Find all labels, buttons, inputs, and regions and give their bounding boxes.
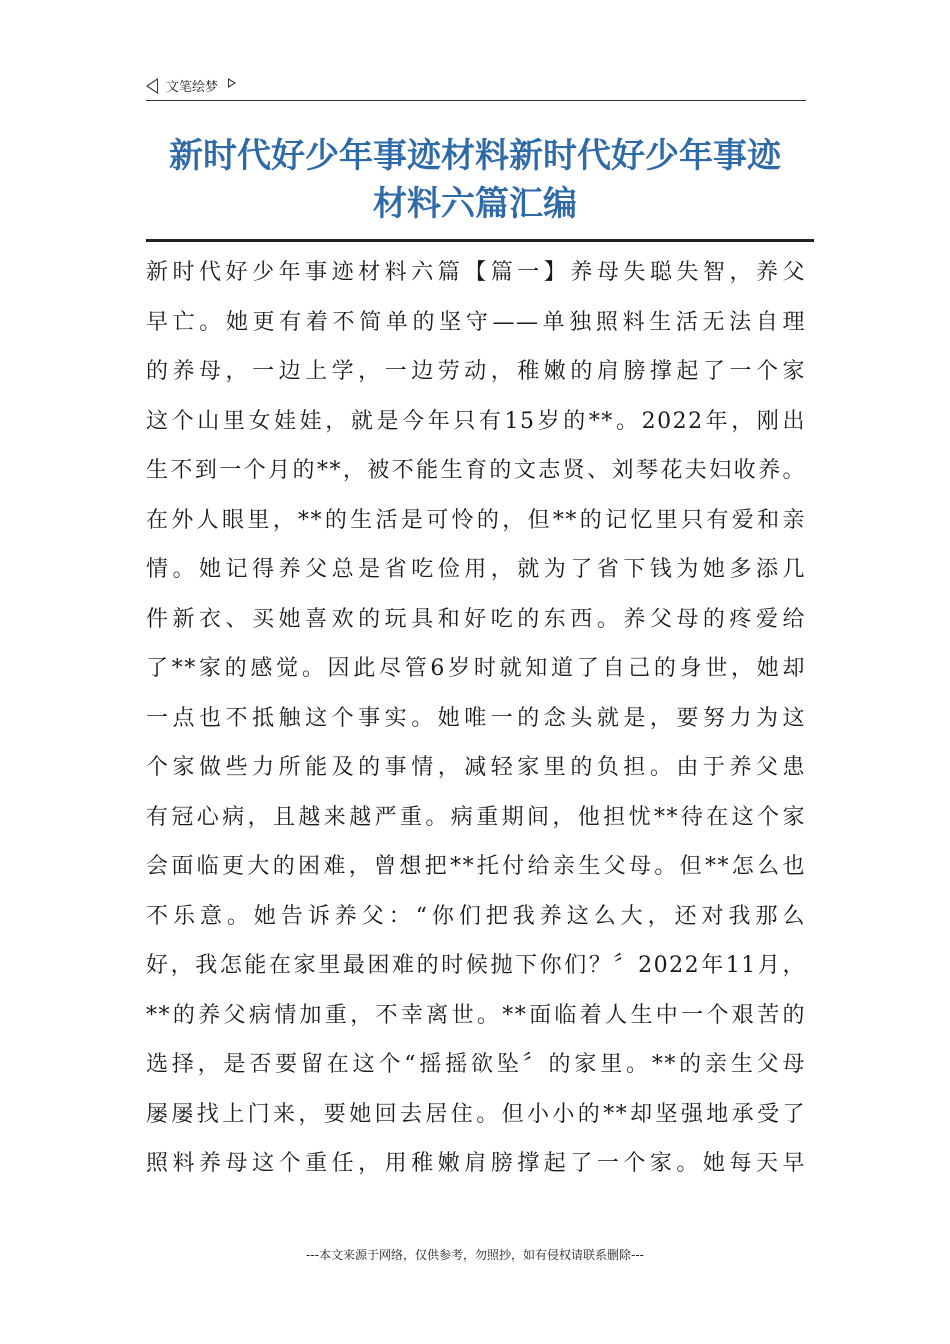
title-divider bbox=[146, 239, 814, 242]
body-line: 照料养母这个重任，用稚嫩肩膀撑起了一个家。她每天早 bbox=[146, 1151, 806, 1176]
title-line: 新时代好少年事迹材料新时代好少年事迹 bbox=[169, 136, 781, 176]
body-line: 好，我怎能在家里最困难的时候抛下你们？〞2022年11月， bbox=[146, 953, 806, 978]
footer-notice: ---本文来源于网络，仅供参考，勿照抄，如有侵权请联系删除--- bbox=[306, 1248, 644, 1262]
body-line: 选择，是否要留在这个“摇摇欲坠〞的家里。**的亲生父母 bbox=[146, 1052, 806, 1077]
body-line: 有冠心病，且越来越严重。病重期间，他担忧**待在这个家 bbox=[146, 804, 806, 830]
body-line: 屡屡找上门来，要她回去居住。但小小的**却坚强地承受了 bbox=[146, 1101, 806, 1127]
body-line: 新时代好少年事迹材料六篇【篇一】养母失聪失智，养父 bbox=[146, 260, 806, 285]
body-text bbox=[146, 248, 806, 1189]
title-line: 材料六篇汇编 bbox=[373, 184, 577, 224]
body-line: 不乐意。她告诉养父：“你们把我养这么大，还对我那么 bbox=[146, 903, 806, 929]
document-title bbox=[120, 132, 830, 228]
body-line: 会面临更大的困难，曾想把**托付给亲生父母。但**怎么也 bbox=[146, 854, 806, 879]
body-line: 的养母，一边上学，一边劳动，稚嫩的肩膀撑起了一个家 bbox=[146, 359, 806, 384]
header-brand-group bbox=[146, 76, 236, 95]
body-line: 早亡。她更有着不简单的坚守——单独照料生活无法自理 bbox=[146, 309, 806, 335]
body-line: 情。她记得养父总是省吃俭用，就为了省下钱为她多添几 bbox=[146, 557, 806, 582]
body-line: 件新衣、买她喜欢的玩具和好吃的东西。养父母的疼爱给 bbox=[146, 606, 806, 632]
body-line: 一点也不抵触这个事实。她唯一的念头就是，要努力为这 bbox=[146, 705, 806, 731]
triangle-left-icon bbox=[146, 78, 158, 94]
triangle-right-icon bbox=[228, 78, 236, 88]
page-header bbox=[146, 72, 806, 101]
body-line: 这个山里女娃娃，就是今年只有15岁的**。2022年，刚出 bbox=[146, 408, 806, 434]
body-line: 在外人眼里，**的生活是可怜的，但**的记忆里只有爱和亲 bbox=[146, 507, 806, 533]
body-line: 个家做些力所能及的事情，减轻家里的负担。由于养父患 bbox=[146, 755, 806, 780]
body-line: **的养父病情加重，不幸离世。**面临着人生中一个艰苦的 bbox=[146, 1002, 806, 1028]
header-brand: 文笔绘梦 bbox=[166, 80, 219, 95]
body-line: 生不到一个月的**，被不能生育的文志贤、刘琴花夫妇收养。 bbox=[146, 458, 806, 483]
body-line: 了**家的感觉。因此尽管6岁时就知道了自己的身世，她却 bbox=[146, 656, 806, 681]
